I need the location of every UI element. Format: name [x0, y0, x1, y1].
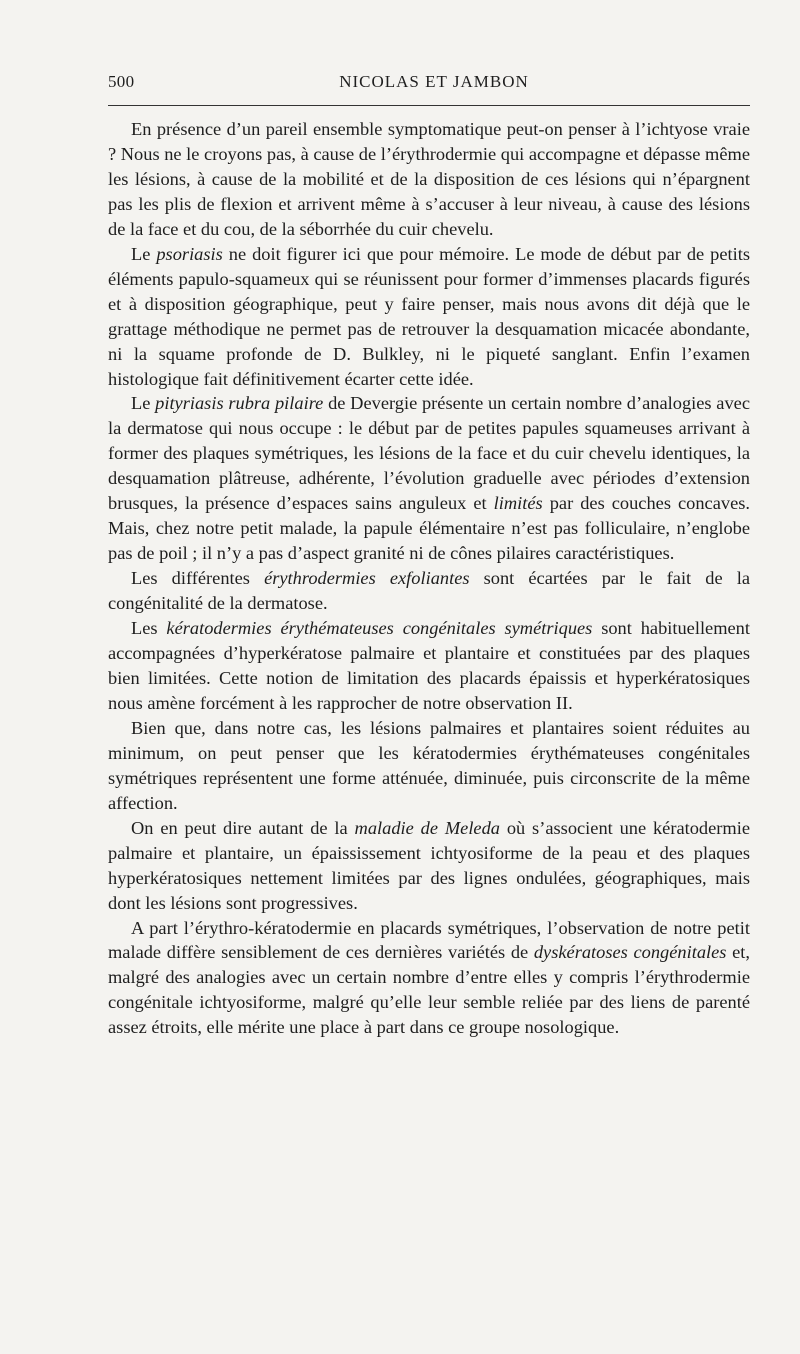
- text-segment: Les: [131, 618, 167, 639]
- text-segment: par des couches concaves. Mais, chez notre petit malade, la papule élémentaire n’est pas folliculaire, n’englobe pas de poil ; il n’y a pas d’aspect granité ni de cônes pilaires caractéristiques.: [108, 493, 750, 564]
- paragraph-psoriasis: [108, 242, 750, 392]
- paragraph-pityriasis: [108, 391, 750, 566]
- paragraph-erythrodermies: [108, 566, 750, 616]
- italic-term: kératodermies érythémateuses congénitales symétriques: [166, 618, 593, 639]
- text-segment: Les différentes: [131, 568, 265, 589]
- page-number: 500: [108, 72, 135, 91]
- italic-term: pityriasis rubra pilaire: [155, 393, 324, 414]
- text-segment: On en peut dire autant de la: [131, 817, 355, 838]
- italic-term: psoriasis: [156, 243, 223, 264]
- text-segment: En présence d’un pareil ensemble symptomatique peut-on penser à l’ichtyose vraie ? Nous ne le croyons pas, à cause de l’érythrodermie qui accompagne et dépasse même les lésions, à cause de la mobilité et de la disposition de ces lésions qui n’épargnent pas les plis de flexion et arrivent même à s’accuser à leur niveau, à cause des lésions de la face et du cou, de la séborrhée du cuir chevelu.: [108, 119, 750, 239]
- text-segment: sont habituellement accompagnées d’hyperkératose palmaire et plantaire et constituées par des plaques bien limitées. Cette notion de limitation des placards épaissis et hyperkératosiques nous amène forcément à les rapprocher de notre observation II.: [108, 618, 750, 713]
- paragraph-conclusion: [108, 916, 750, 1041]
- italic-term: limités: [493, 493, 543, 514]
- paragraph-meleda: [108, 816, 750, 916]
- running-head: NICOLAS ET JAMBON: [339, 72, 529, 91]
- italic-term: maladie de Meleda: [354, 817, 500, 838]
- text-segment: Bien que, dans notre cas, les lésions palmaires et plantaires soient réduites au minimum, on peut penser que les kératodermies érythémateuses congénitales symétriques représentent une forme atténuée, diminuée, puis circonscrite de la même affection.: [108, 717, 750, 813]
- italic-term: érythrodermies exfoliantes: [264, 568, 470, 589]
- text-segment: Le: [131, 393, 156, 414]
- text-segment: où s’associent une kératodermie palmaire et plantaire, un épaississement ichtyosiforme de la peau et des plaques hyperkératosiques nettement limitées par des lignes ondulées, géographiques, mais dont les lésions sont progressives.: [108, 817, 750, 913]
- text-segment: de Devergie présente un certain nombre d’analogies avec la dermatose qui nous occupe : le début par de petites papules squameuses arrivant à former des plaques symétriques, les lésions de la face et du cuir chevelu identiques, la desquamation plâtreuse, adhérente, l’évolution graduelle avec périodes d’extension brusques, la présence d’espaces sains anguleux et: [108, 393, 750, 514]
- page-header: [108, 72, 750, 98]
- paragraph-keratodermies: [108, 616, 750, 716]
- paragraph-ichtyose: [108, 117, 750, 242]
- text-segment: sont écartées par le fait de la congénitalité de la dermatose.: [108, 568, 751, 614]
- text-segment: ne doit figurer ici que pour mémoire. Le mode de début par de petits éléments papulo-squameux qui se réunissent pour former d’immenses placards figurés et à disposition géographique, peut y faire penser, mais nous avons dit déjà que le grattage méthodique ne permet pas de retrouver la desquamation micacée abondante, ni la squame profonde de D. Bulkley, ni le piqueté sanglant. Enfin l’examen histologique fait définitivement écarter cette idée.: [108, 243, 750, 389]
- header-rule: [108, 105, 750, 106]
- body-text: [108, 117, 750, 1040]
- italic-term: dyskératoses congénitales: [533, 942, 727, 963]
- text-segment: Le: [131, 243, 157, 264]
- paragraph-bien-que: [108, 716, 750, 816]
- text-segment: et, malgré des analogies avec un certain nombre d’entre elles y compris l’érythrodermie congénitale ichtyosiforme, malgré qu’elle leur semble reliée par des liens de parenté assez étroits, elle mérite une place à part dans ce groupe nosologique.: [108, 942, 750, 1038]
- text-segment: A part l’érythro-kératodermie en placards symétriques, l’observation de notre petit malade diffère sensiblement de ces dernières variétés de: [108, 917, 750, 963]
